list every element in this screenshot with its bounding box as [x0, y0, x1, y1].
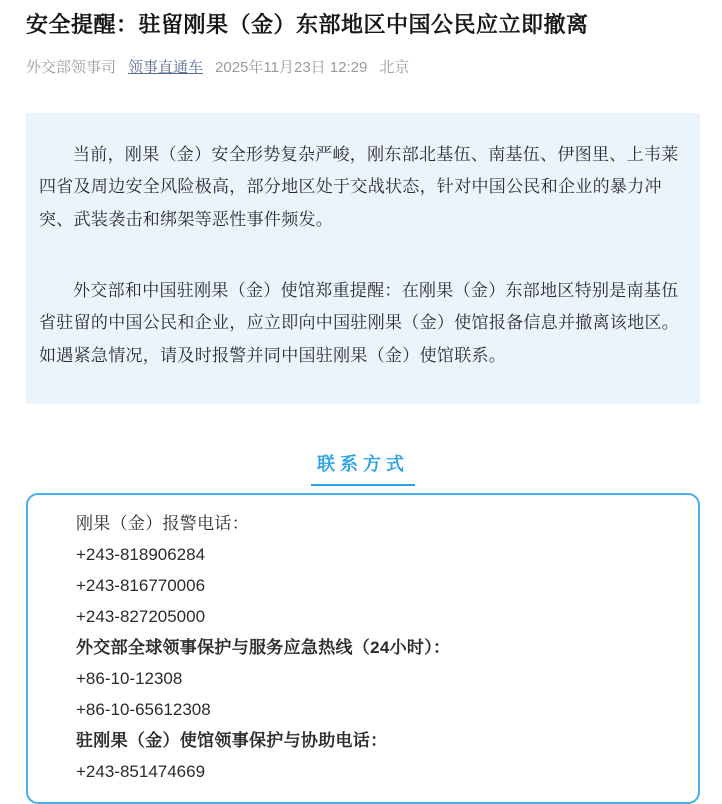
- notice-box: [26, 113, 700, 405]
- page-title: 安全提醒：驻留刚果（金）东部地区中国公民应立即撤离: [26, 12, 589, 37]
- contact-box: [26, 493, 700, 803]
- phone-number: +86-10-65612308: [76, 700, 211, 720]
- byline: [26, 56, 700, 77]
- phone-number: +243-851474669: [76, 761, 206, 781]
- contact-group-label: 驻刚果（金）使馆领事保护与协助电话：: [76, 731, 388, 750]
- phone-number: +86-10-12308: [76, 669, 183, 689]
- phone-number: +243-818906284: [76, 545, 206, 565]
- contact-heading-underline: [311, 484, 415, 486]
- phone-number: +243-816770006: [76, 576, 206, 596]
- author-name: 外交部领事司: [26, 58, 117, 76]
- notice-paragraph: 外交部和中国驻刚果（金）使馆郑重提醒：在刚果（金）东部地区特别是南基伍省驻留的中国公民和企业，应立即向中国驻刚果（金）使馆报备信息并撤离该地区。如遇紧急情况，请及时报警并同中国驻刚果（金）使馆联系。: [39, 280, 680, 365]
- contact-group-label: 外交部全球领事保护与服务应急热线（24小时）：: [76, 638, 451, 658]
- contact-heading: 联系方式: [317, 454, 409, 475]
- contact-section-header: [26, 450, 700, 486]
- publish-location: 北京: [379, 58, 410, 76]
- account-link[interactable]: 领事直通车: [128, 58, 204, 76]
- phone-number: +243-827205000: [76, 607, 206, 627]
- contact-group-label: 刚果（金）报警电话：: [76, 514, 249, 534]
- notice-paragraph: 当前，刚果（金）安全形势复杂严峻，刚东部北基伍、南基伍、伊图里、上韦莱四省及周边安全风险极高，部分地区处于交战状态，针对中国公民和企业的暴力冲突、武装袭击和绑架等恶性事件频发。: [39, 144, 679, 229]
- publish-datetime: 2025年11月23日 12:29: [215, 58, 368, 76]
